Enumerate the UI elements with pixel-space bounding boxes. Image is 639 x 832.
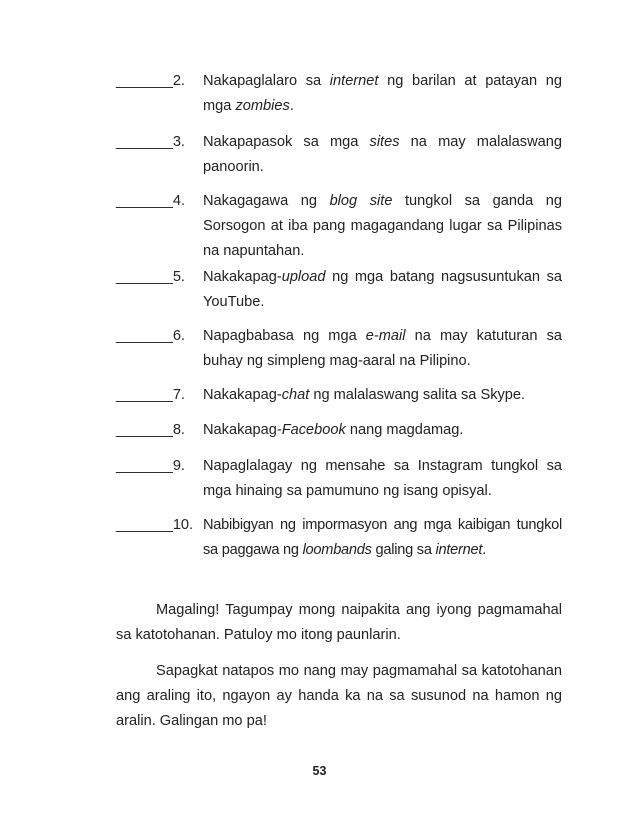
list-item (116, 265, 562, 315)
page-number: 53 (312, 764, 327, 778)
item-text: Nakakapag-chat ng malalaswang salita sa Skype. (203, 387, 526, 403)
answer-blank: _______6. (116, 328, 185, 344)
list-item (116, 383, 562, 408)
list-item (116, 130, 562, 180)
list-item (116, 454, 562, 504)
list-item (116, 418, 562, 443)
item-text: Nakakapag-Facebook nang magdamag. (203, 422, 464, 438)
answer-blank: _______8. (116, 422, 185, 438)
list-item (116, 69, 562, 119)
answer-blank: _______2. (116, 73, 185, 89)
answer-blank: _______4. (116, 193, 185, 209)
item-text: Napagbabasa ng mga e-mail na may katuturan sa buhay ng simpleng mag-aaral na Pilipino. (203, 328, 562, 369)
answer-blank: _______9. (116, 458, 185, 474)
answer-blank: _______10. (116, 517, 194, 533)
paragraph: Sapagkat natapos mo nang may pagmamahal sa katotohanan ang araling ito, ngayon ay handa ka na sa susunod na hamon ng aralin. Galingan mo pa! (116, 663, 562, 729)
item-text: Nakagagawa ng blog site tungkol sa ganda ng Sorsogon at iba pang magagandang lugar sa Pilipinas na napuntahan. (203, 193, 562, 259)
item-text: Nakapapasok sa mga sites na may malalaswang panoorin. (203, 134, 562, 175)
list-item (116, 513, 562, 563)
item-text: Nakapaglalaro sa internet ng barilan at patayan ng mga zombies. (203, 73, 562, 114)
item-text: Nakakapag-upload ng mga batang nagsusuntukan sa YouTube. (203, 269, 562, 310)
list-item (116, 189, 562, 264)
item-text: Nabibigyan ng impormasyon ang mga kaibigan tungkol sa paggawa ng loombands galing sa internet. (203, 517, 562, 558)
paragraph: Magaling! Tagumpay mong naipakita ang iyong pagmamahal sa katotohanan. Patuloy mo itong paunlarin. (116, 602, 562, 643)
list-item (116, 324, 562, 374)
answer-blank: _______7. (116, 387, 185, 403)
answer-blank: _______5. (116, 269, 185, 285)
answer-blank: _______3. (116, 134, 185, 150)
item-text: Napaglalagay ng mensahe sa Instagram tungkol sa mga hinaing sa pamumuno ng isang opisyal. (203, 458, 562, 499)
